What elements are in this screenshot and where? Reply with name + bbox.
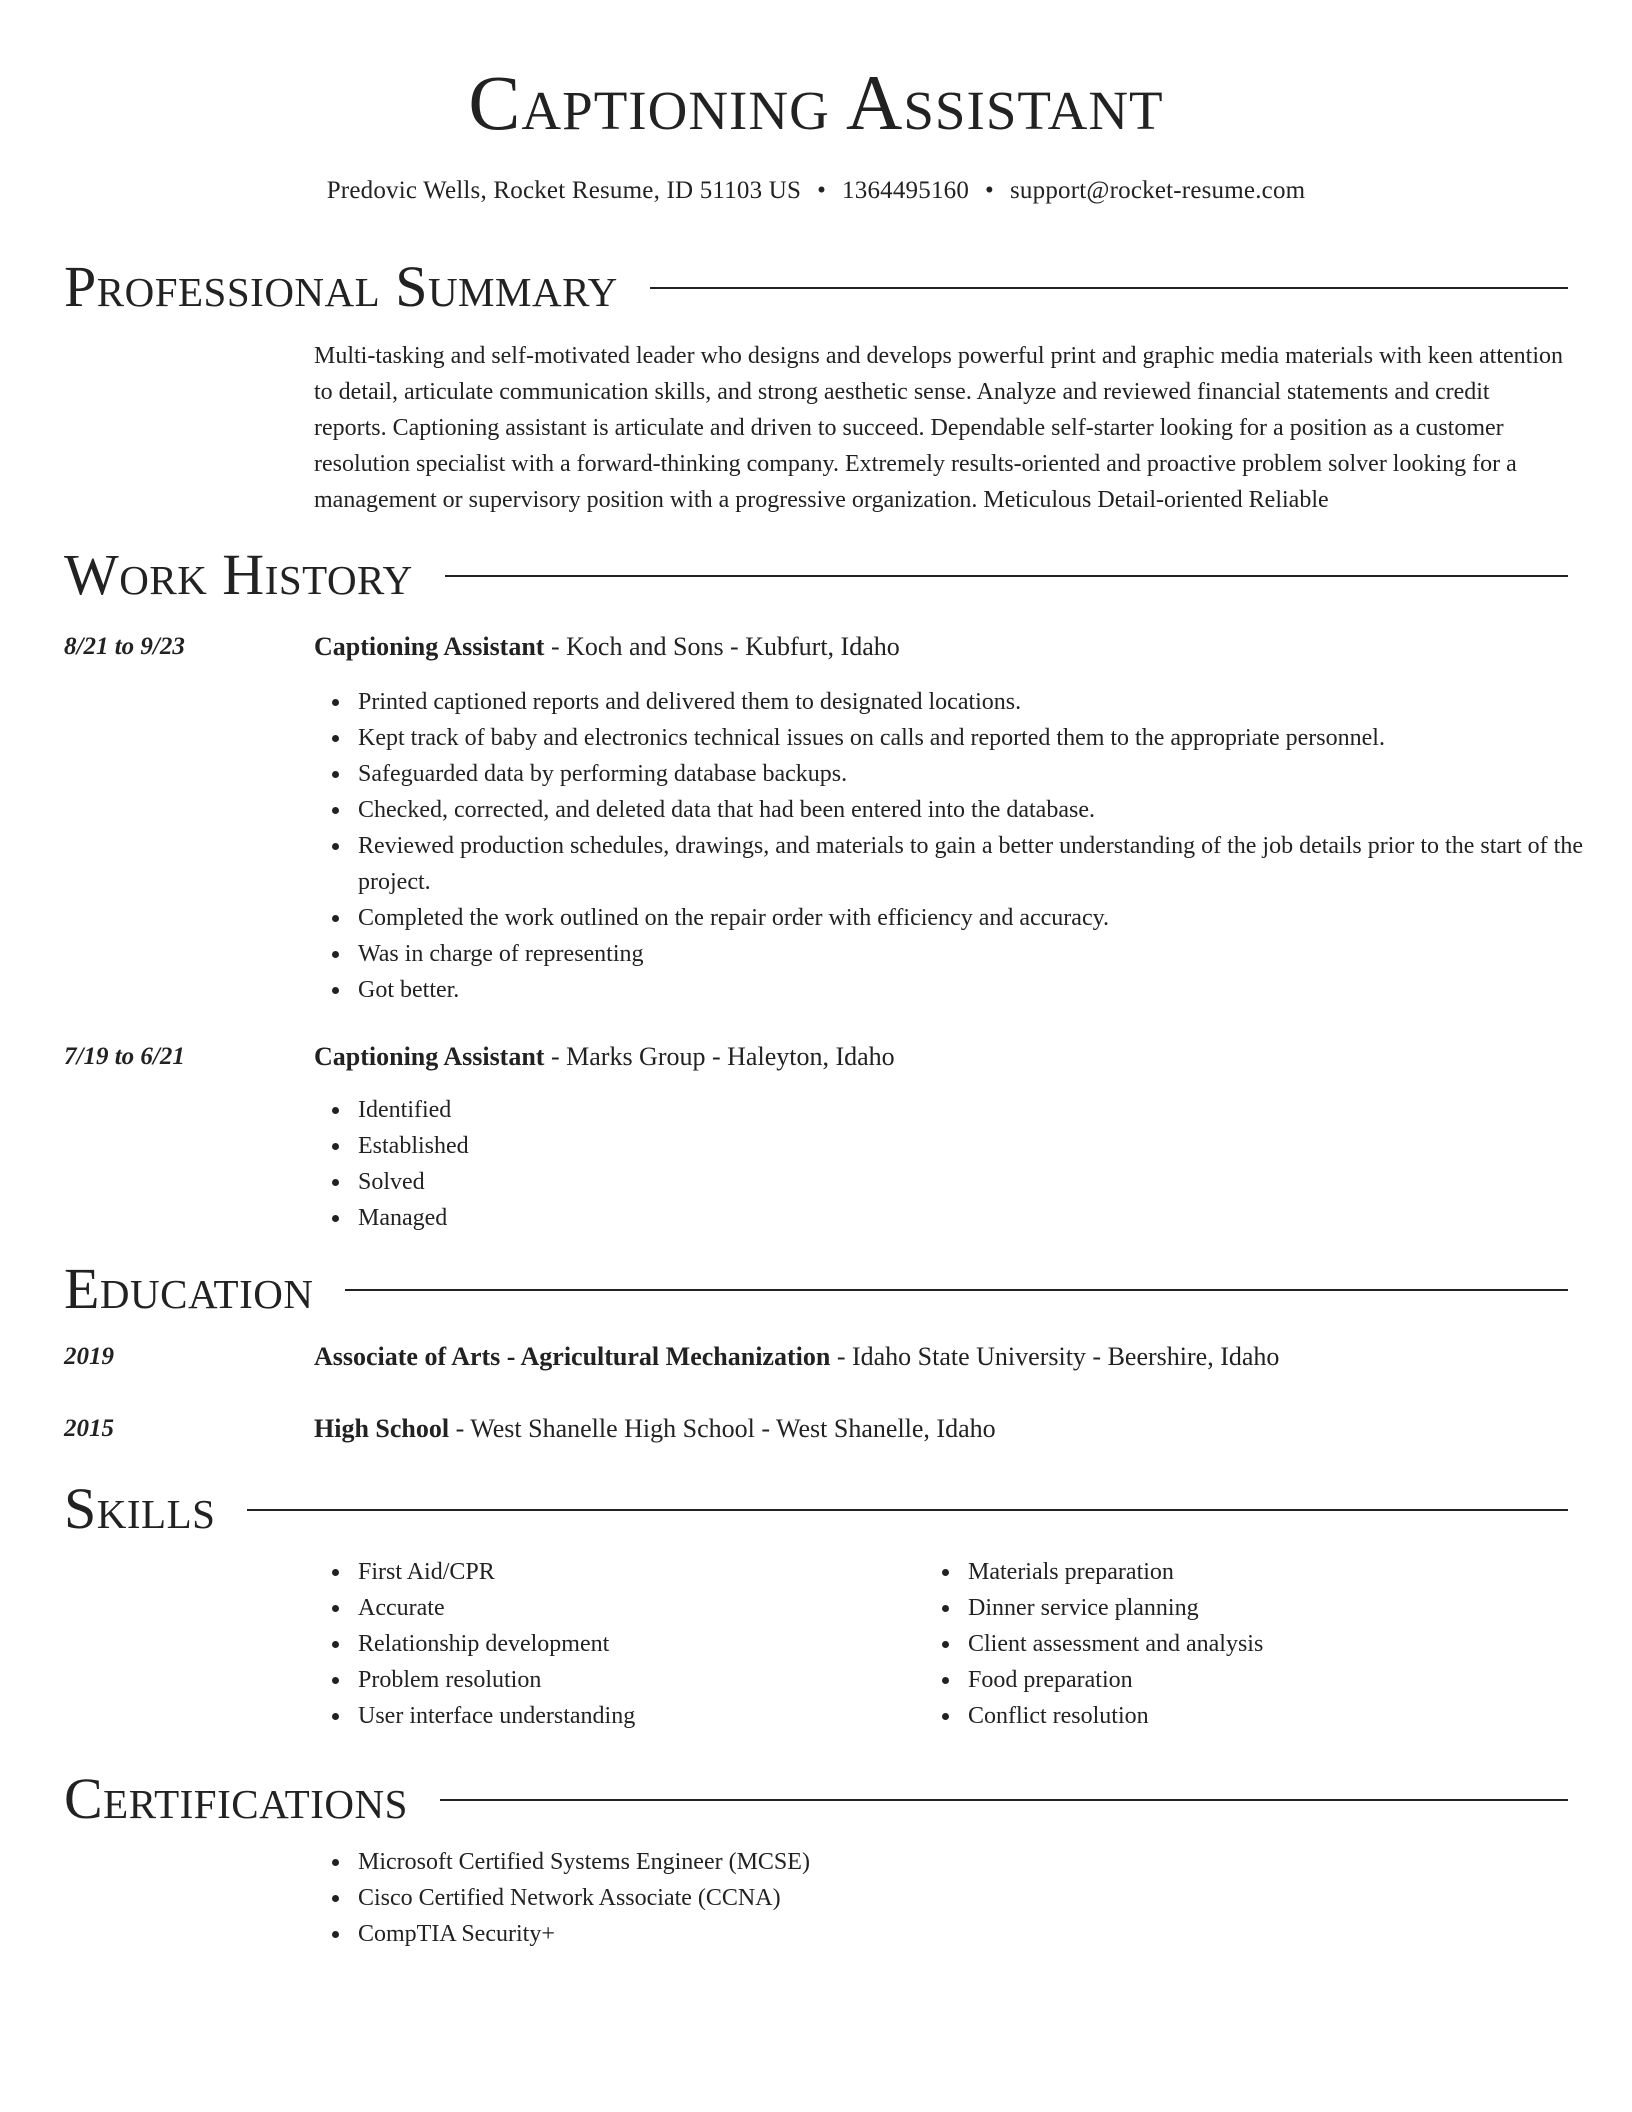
list-item: Established: [358, 1128, 1612, 1164]
list-item: Solved: [358, 1164, 1612, 1200]
list-item: Got better.: [358, 972, 1612, 1008]
certification-item: CompTIA Security+: [358, 1916, 1612, 1952]
contact-separator: •: [985, 177, 994, 204]
list-item: Checked, corrected, and deleted data that had been entered into the database.: [358, 792, 1612, 828]
skills-section-header: [64, 1474, 1568, 1544]
education-year: 2015: [64, 1415, 114, 1442]
list-item: Identified: [358, 1092, 1612, 1128]
job-title-line: [314, 1040, 1568, 1074]
education-degree: Associate of Arts - Agricultural Mechanization: [314, 1342, 831, 1371]
list-item: Completed the work outlined on the repair order with efficiency and accuracy.: [358, 900, 1612, 936]
job-title-line: [314, 630, 1568, 664]
section-divider: [345, 1289, 1568, 1291]
education-year: 2019: [64, 1343, 114, 1370]
job-details: - Marks Group - Haleyton, Idaho: [544, 1042, 895, 1071]
contact-separator: •: [817, 177, 827, 204]
job-title: Captioning Assistant: [314, 632, 545, 661]
section-heading: Education: [64, 1256, 314, 1321]
contact-line: [0, 174, 1632, 208]
skill-item: Accurate: [358, 1590, 938, 1626]
skill-item: Dinner service planning: [968, 1590, 1568, 1626]
section-divider: [440, 1799, 1568, 1801]
list-item: Was in charge of representing: [358, 936, 1612, 972]
summary-section-header: [64, 252, 1568, 322]
education-entry: [314, 1340, 1568, 1374]
contact-address: Predovic Wells, Rocket Resume, ID 51103 US: [326, 177, 802, 204]
skills-list-right: [924, 1554, 1568, 1734]
section-heading: Professional Summary: [64, 254, 618, 319]
contact-phone: 1364495160: [842, 177, 970, 204]
education-details: - Idaho State University - Beershire, Idaho: [830, 1342, 1280, 1371]
certification-item: Cisco Certified Network Associate (CCNA): [358, 1880, 1612, 1916]
job-dates: 7/19 to 6/21: [64, 1043, 185, 1070]
skill-item: User interface understanding: [358, 1698, 938, 1734]
certifications-section-header: [64, 1764, 1568, 1834]
certifications-list: [314, 1844, 1612, 1952]
list-item: Safeguarded data by performing database backups.: [358, 756, 1612, 792]
skill-item: Materials preparation: [968, 1554, 1568, 1590]
section-divider: [445, 575, 1568, 577]
skill-item: Conflict resolution: [968, 1698, 1568, 1734]
education-entry: [314, 1412, 1568, 1446]
work-section-header: [64, 540, 1568, 610]
skill-item: Client assessment and analysis: [968, 1626, 1568, 1662]
section-divider: [650, 287, 1568, 289]
list-item: Kept track of baby and electronics technical issues on calls and reported them to the appropriate personnel.: [358, 720, 1612, 756]
skill-item: Problem resolution: [358, 1662, 938, 1698]
skill-item: Relationship development: [358, 1626, 938, 1662]
list-item: Printed captioned reports and delivered them to designated locations.: [358, 684, 1612, 720]
skill-item: Food preparation: [968, 1662, 1568, 1698]
section-divider: [247, 1509, 1568, 1511]
candidate-name: Captioning Assistant: [468, 59, 1164, 146]
education-degree: High School: [314, 1414, 450, 1443]
skills-list-left: [314, 1554, 938, 1734]
job-dates: 8/21 to 9/23: [64, 633, 185, 660]
certification-item: Microsoft Certified Systems Engineer (MCSE): [358, 1844, 1612, 1880]
education-section-header: [64, 1254, 1568, 1324]
summary-text: Multi-tasking and self-motivated leader who designs and develops powerful print and graphic media materials with keen attention to detail, articulate communication skills, and strong aesthetic sense. Analyze and reviewed financial statements and credit reports. Captioning assistant is articulate and driven to succeed. Dependable self-starter looking for a position as a customer resolution specialist with a forward-thinking company. Extremely results-oriented and proactive problem solver looking for a management or supervisory position with a progressive organization. Meticulous Detail-oriented Reliable: [314, 343, 1563, 513]
job-bullets: [314, 684, 1612, 1008]
job-details: - Koch and Sons - Kubfurt, Idaho: [544, 632, 900, 661]
contact-email: support@rocket-resume.com: [1010, 177, 1306, 204]
skill-item: First Aid/CPR: [358, 1554, 938, 1590]
list-item: Managed: [358, 1200, 1612, 1236]
list-item: Reviewed production schedules, drawings, and materials to gain a better understanding of the job details prior to the start of the project.: [358, 828, 1612, 900]
section-heading: Certifications: [64, 1766, 408, 1831]
job-bullets: [314, 1092, 1612, 1236]
section-heading: Skills: [64, 1476, 216, 1541]
education-details: - West Shanelle High School - West Shanelle, Idaho: [449, 1414, 996, 1443]
job-title: Captioning Assistant: [314, 1042, 545, 1071]
section-heading: Work History: [64, 542, 413, 607]
